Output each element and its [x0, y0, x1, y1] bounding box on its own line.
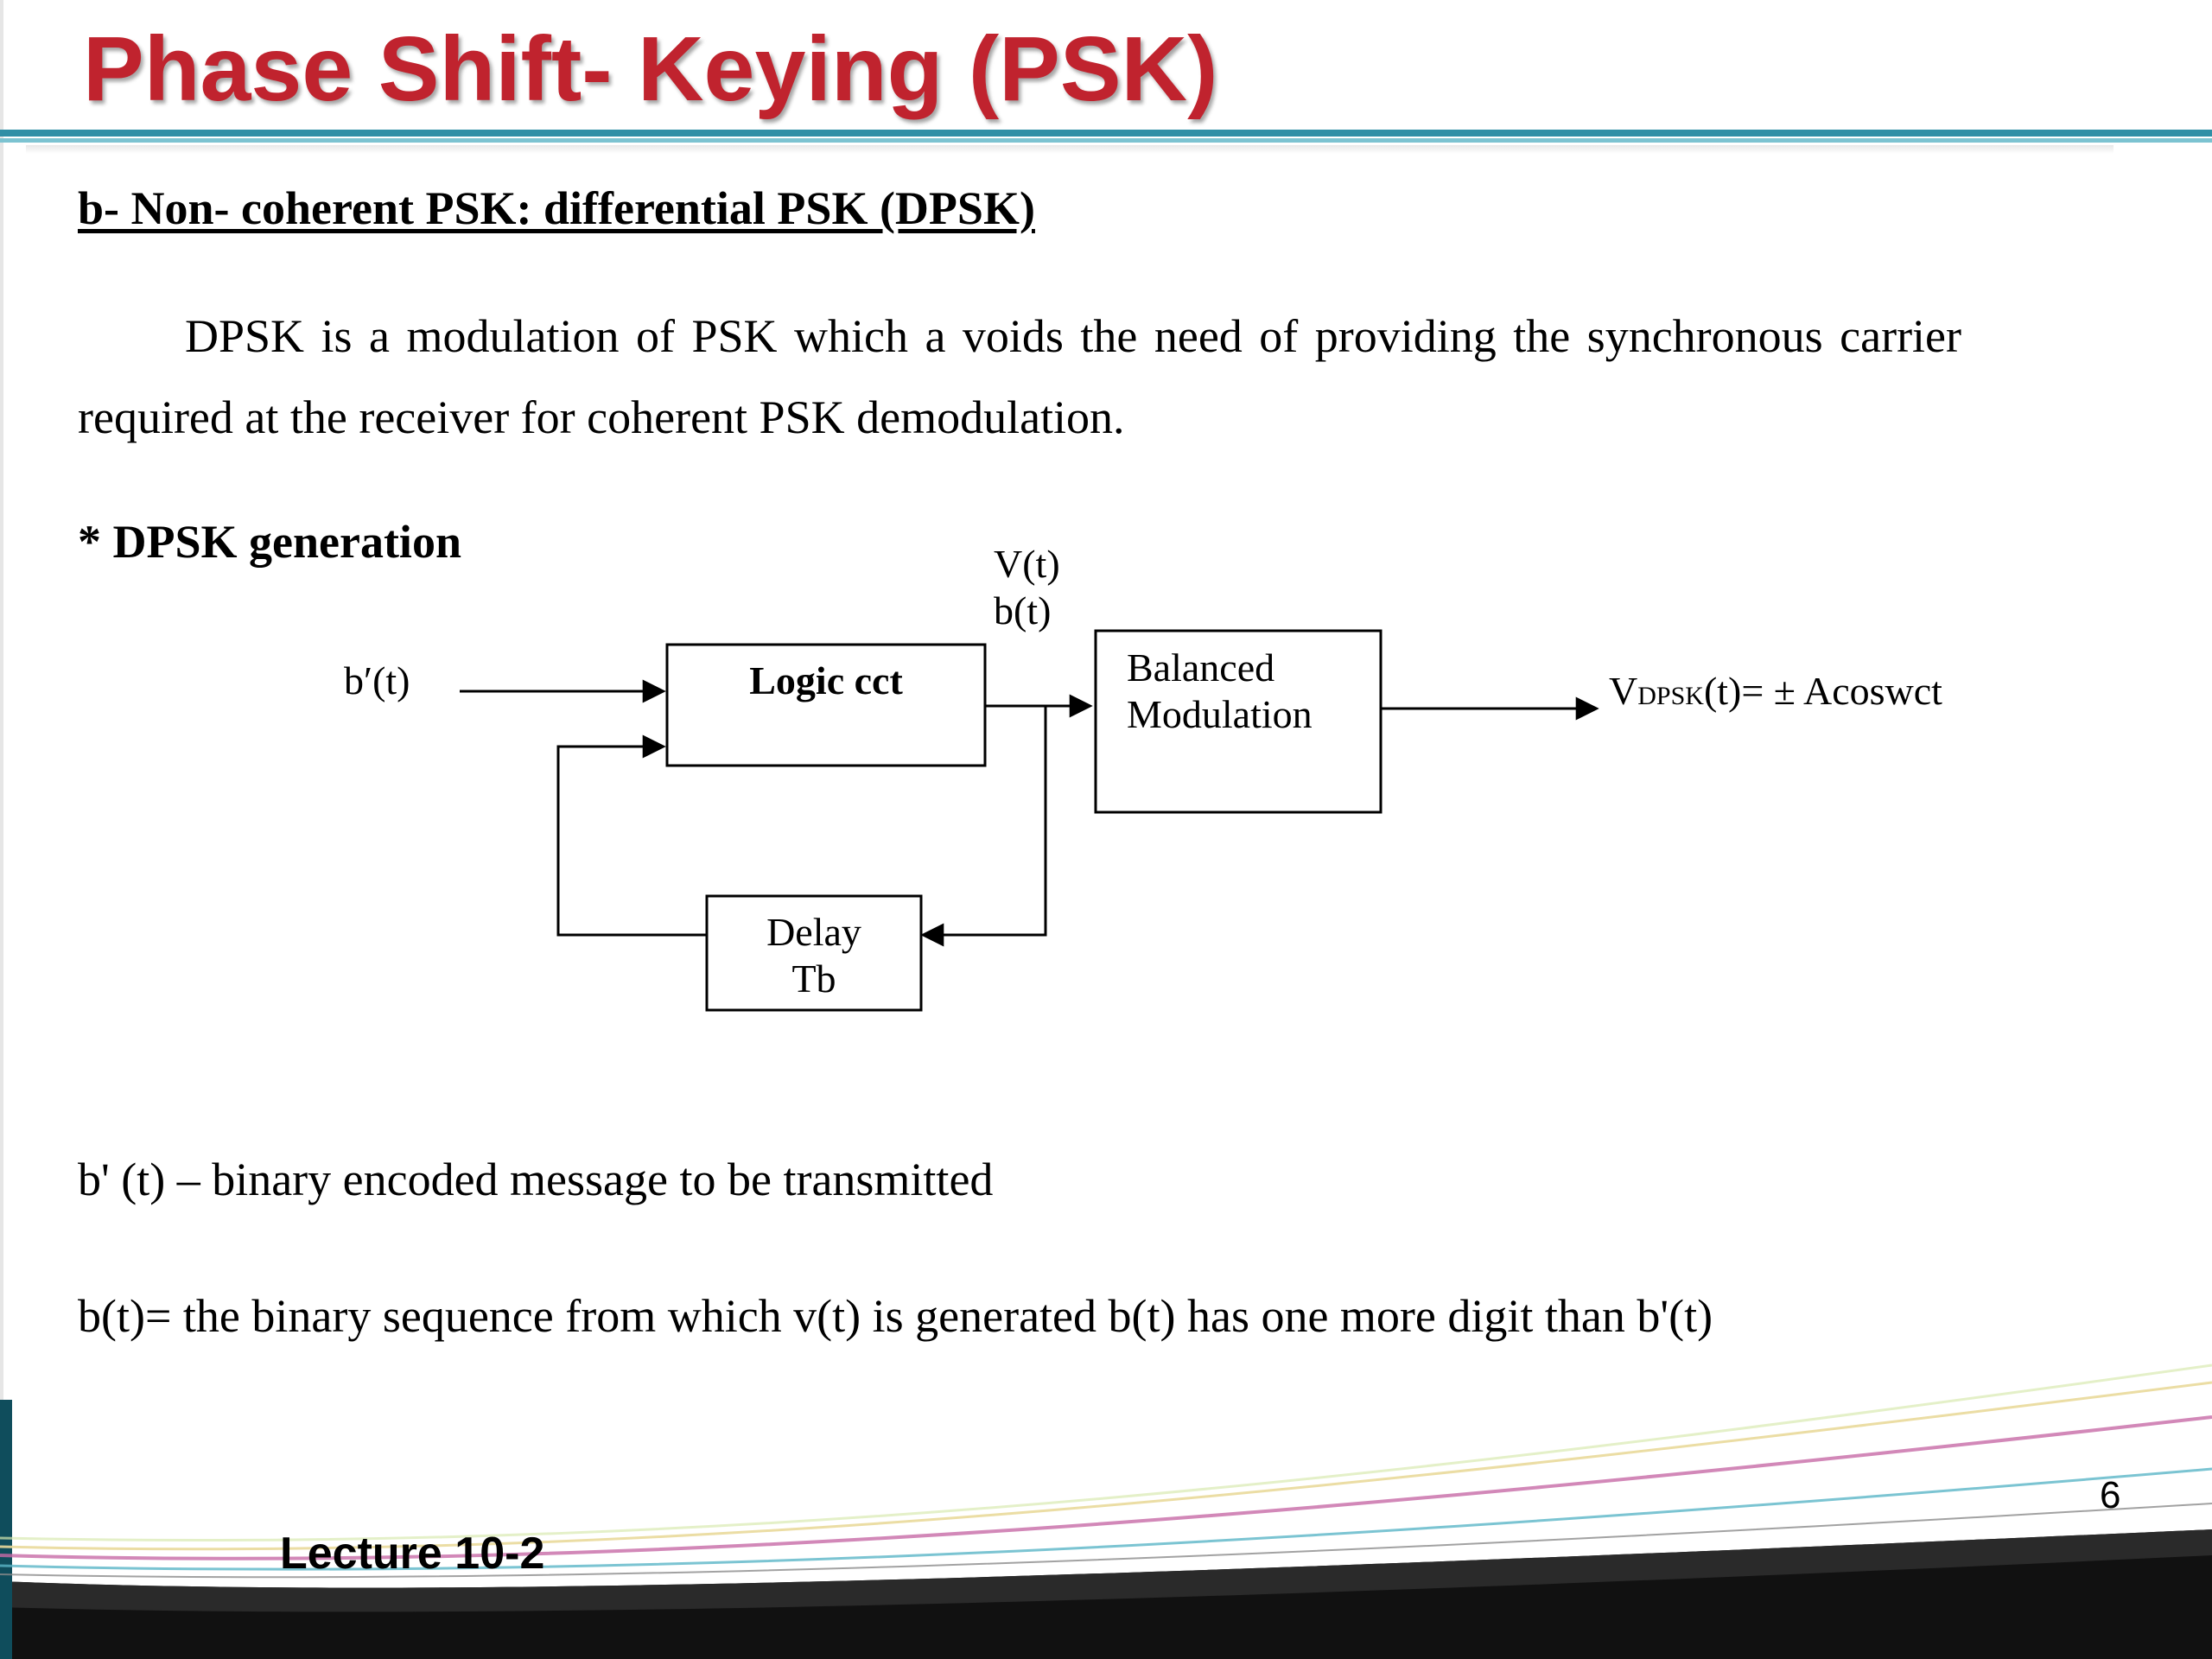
output-label-prefix: V	[1609, 669, 1638, 713]
modulator-label-line1: Balanced	[1127, 645, 1275, 690]
footer-label: Lecture 10-2	[280, 1529, 545, 1579]
section-heading: b- Non- coherent PSK: differential PSK (DPSK)	[78, 182, 1035, 234]
definition-b: b(t)= the binary sequence from which v(t) is generated b(t) has one more digit than b'(t)	[78, 1290, 1713, 1342]
page-number: 6	[2100, 1474, 2121, 1516]
logic-block-label: Logic cct	[749, 658, 903, 702]
modulator-label-line2: Modulation	[1127, 692, 1313, 736]
mid-label-vt: V(t)	[994, 542, 1060, 586]
slide-title: Phase Shift- Keying (PSK)	[83, 18, 1218, 120]
mid-label-bt: b(t)	[994, 588, 1052, 632]
output-label-subscript: DPSK	[1637, 682, 1704, 710]
output-label	[1609, 669, 1942, 713]
intro-paragraph: DPSK is a modulation of PSK which a voids the need of providing the synchronous carrier required at the receiver for coherent PSK demodulation.	[78, 310, 1961, 443]
definition-b-prime: b' (t) – binary encoded message to be transmitted	[78, 1154, 994, 1205]
delay-to-logic-line	[558, 747, 707, 935]
input-label: b′(t)	[344, 658, 410, 702]
delay-label-line1: Delay	[766, 910, 861, 954]
generation-heading: * DPSK generation	[78, 516, 461, 568]
delay-label-line2: Tb	[791, 957, 836, 1001]
output-label-suffix: (t)= ± Acoswct	[1703, 669, 1942, 713]
